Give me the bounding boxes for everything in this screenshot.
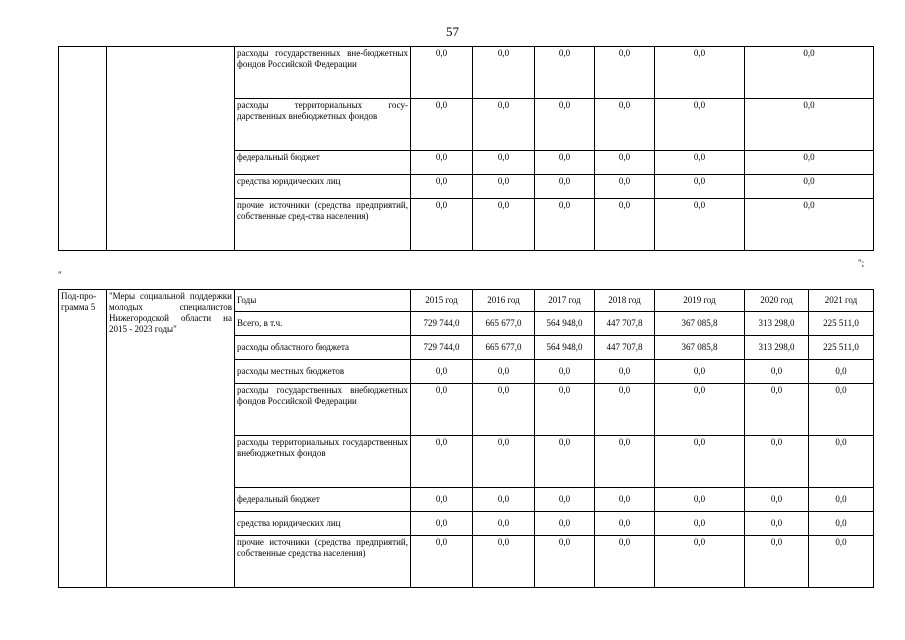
row-label: прочие источники (средства предприятий, собственные средства населения) (235, 536, 411, 588)
row-label: расходы государственных внебюджетных фондов Российской Федерации (235, 384, 411, 436)
value-cell: 0,0 (595, 512, 655, 536)
year-header: 2020 год (745, 290, 809, 312)
value-cell: 0,0 (473, 384, 535, 436)
value-cell: 0,0 (473, 151, 535, 175)
continuation-table (58, 46, 874, 251)
value-cell: 225 511,0 (809, 336, 874, 360)
value-cell: 0,0 (535, 536, 595, 588)
value-cell: 0,0 (595, 47, 655, 99)
value-cell: 0,0 (535, 488, 595, 512)
row-label: расходы местных бюджетов (235, 360, 411, 384)
value-cell: 0,0 (411, 199, 473, 251)
value-cell: 0,0 (473, 99, 535, 151)
value-cell: 0,0 (745, 436, 809, 488)
value-cell: 367 085,8 (655, 336, 745, 360)
value-cell: 0,0 (595, 99, 655, 151)
value-cell: 313 298,0 (745, 336, 809, 360)
row-label: расходы государственных вне-бюджетных фондов Российской Федерации (235, 47, 411, 99)
value-cell: 0,0 (535, 175, 595, 199)
value-cell: 0,0 (535, 384, 595, 436)
value-cell: 313 298,0 (745, 312, 809, 336)
table-header-row (59, 290, 874, 312)
value-cell: 729 744,0 (411, 336, 473, 360)
value-cell: 0,0 (655, 536, 745, 588)
value-cell: 0,0 (473, 360, 535, 384)
column-header: Годы (235, 290, 411, 312)
subprogram-table (58, 289, 874, 588)
table-row (59, 47, 874, 99)
value-cell: 0,0 (411, 47, 473, 99)
value-cell: 0,0 (809, 436, 874, 488)
row-label: федеральный бюджет (235, 488, 411, 512)
value-cell: 0,0 (595, 199, 655, 251)
value-cell: 0,0 (595, 536, 655, 588)
value-cell: 0,0 (745, 199, 874, 251)
value-cell: 0,0 (809, 360, 874, 384)
page-number: 57 (446, 24, 459, 39)
year-header: 2017 год (535, 290, 595, 312)
value-cell: 0,0 (535, 436, 595, 488)
value-cell: 0,0 (473, 488, 535, 512)
value-cell: 665 677,0 (473, 336, 535, 360)
value-cell: 0,0 (473, 536, 535, 588)
value-cell: 447 707,8 (595, 312, 655, 336)
value-cell: 0,0 (655, 512, 745, 536)
value-cell: 0,0 (745, 536, 809, 588)
value-cell: 0,0 (745, 384, 809, 436)
value-cell: 0,0 (809, 536, 874, 588)
value-cell: 0,0 (745, 360, 809, 384)
value-cell: 0,0 (535, 47, 595, 99)
value-cell: 0,0 (809, 512, 874, 536)
value-cell: 0,0 (655, 151, 745, 175)
value-cell: 0,0 (745, 99, 874, 151)
value-cell: 0,0 (745, 512, 809, 536)
row-label: расходы территориальных госу-дарственных внебюджетных фондов (235, 99, 411, 151)
value-cell: 0,0 (655, 488, 745, 512)
value-cell: 367 085,8 (655, 312, 745, 336)
value-cell: 0,0 (595, 151, 655, 175)
value-cell: 0,0 (809, 488, 874, 512)
value-cell: 0,0 (473, 175, 535, 199)
row-label: средства юридических лиц (235, 512, 411, 536)
value-cell: 0,0 (411, 360, 473, 384)
empty-cell (59, 47, 107, 251)
value-cell: 0,0 (473, 47, 535, 99)
value-cell: 447 707,8 (595, 336, 655, 360)
year-header: 2019 год (655, 290, 745, 312)
value-cell: 0,0 (655, 47, 745, 99)
value-cell: 0,0 (411, 512, 473, 536)
value-cell: 0,0 (745, 47, 874, 99)
empty-cell (107, 47, 235, 251)
value-cell: 0,0 (535, 512, 595, 536)
value-cell: 0,0 (473, 512, 535, 536)
value-cell: 0,0 (411, 175, 473, 199)
value-cell: 665 677,0 (473, 312, 535, 336)
value-cell: 225 511,0 (809, 312, 874, 336)
value-cell: 729 744,0 (411, 312, 473, 336)
value-cell: 0,0 (535, 360, 595, 384)
value-cell: 0,0 (655, 99, 745, 151)
value-cell: 0,0 (535, 151, 595, 175)
year-header: 2018 год (595, 290, 655, 312)
value-cell: 0,0 (535, 99, 595, 151)
value-cell: 0,0 (473, 436, 535, 488)
row-label: прочие источники (средства предприятий, собственные сред-ства населения) (235, 199, 411, 251)
value-cell: 0,0 (809, 384, 874, 436)
row-label: федеральный бюджет (235, 151, 411, 175)
year-header: 2021 год (809, 290, 874, 312)
value-cell: 0,0 (595, 384, 655, 436)
row-label: расходы территориальных государственных внебюджетных фондов (235, 436, 411, 488)
value-cell: 0,0 (411, 436, 473, 488)
value-cell: 0,0 (655, 175, 745, 199)
year-header: 2015 год (411, 290, 473, 312)
row-label: средства юридических лиц (235, 175, 411, 199)
year-header: 2016 год (473, 290, 535, 312)
opening-quote-mark: " (58, 270, 62, 280)
value-cell: 0,0 (411, 99, 473, 151)
value-cell: 0,0 (655, 384, 745, 436)
value-cell: 0,0 (595, 436, 655, 488)
value-cell: 0,0 (655, 199, 745, 251)
value-cell: 0,0 (595, 175, 655, 199)
value-cell: 0,0 (411, 384, 473, 436)
value-cell: 0,0 (473, 199, 535, 251)
value-cell: 0,0 (411, 536, 473, 588)
value-cell: 564 948,0 (535, 336, 595, 360)
subprogram-number: Под-про-грамма 5 (59, 290, 107, 588)
value-cell: 0,0 (411, 488, 473, 512)
row-label: расходы областного бюджета (235, 336, 411, 360)
value-cell: 0,0 (655, 436, 745, 488)
value-cell: 0,0 (745, 488, 809, 512)
value-cell: 564 948,0 (535, 312, 595, 336)
value-cell: 0,0 (595, 360, 655, 384)
value-cell: 0,0 (745, 175, 874, 199)
value-cell: 0,0 (655, 360, 745, 384)
subprogram-name: "Меры социальной поддержки молодых специалистов Нижегородской области на 2015 - 2023 годы" (107, 290, 235, 588)
closing-quote-mark: "; (858, 258, 865, 268)
value-cell: 0,0 (535, 199, 595, 251)
value-cell: 0,0 (745, 151, 874, 175)
value-cell: 0,0 (595, 488, 655, 512)
row-label: Всего, в т.ч. (235, 312, 411, 336)
value-cell: 0,0 (411, 151, 473, 175)
